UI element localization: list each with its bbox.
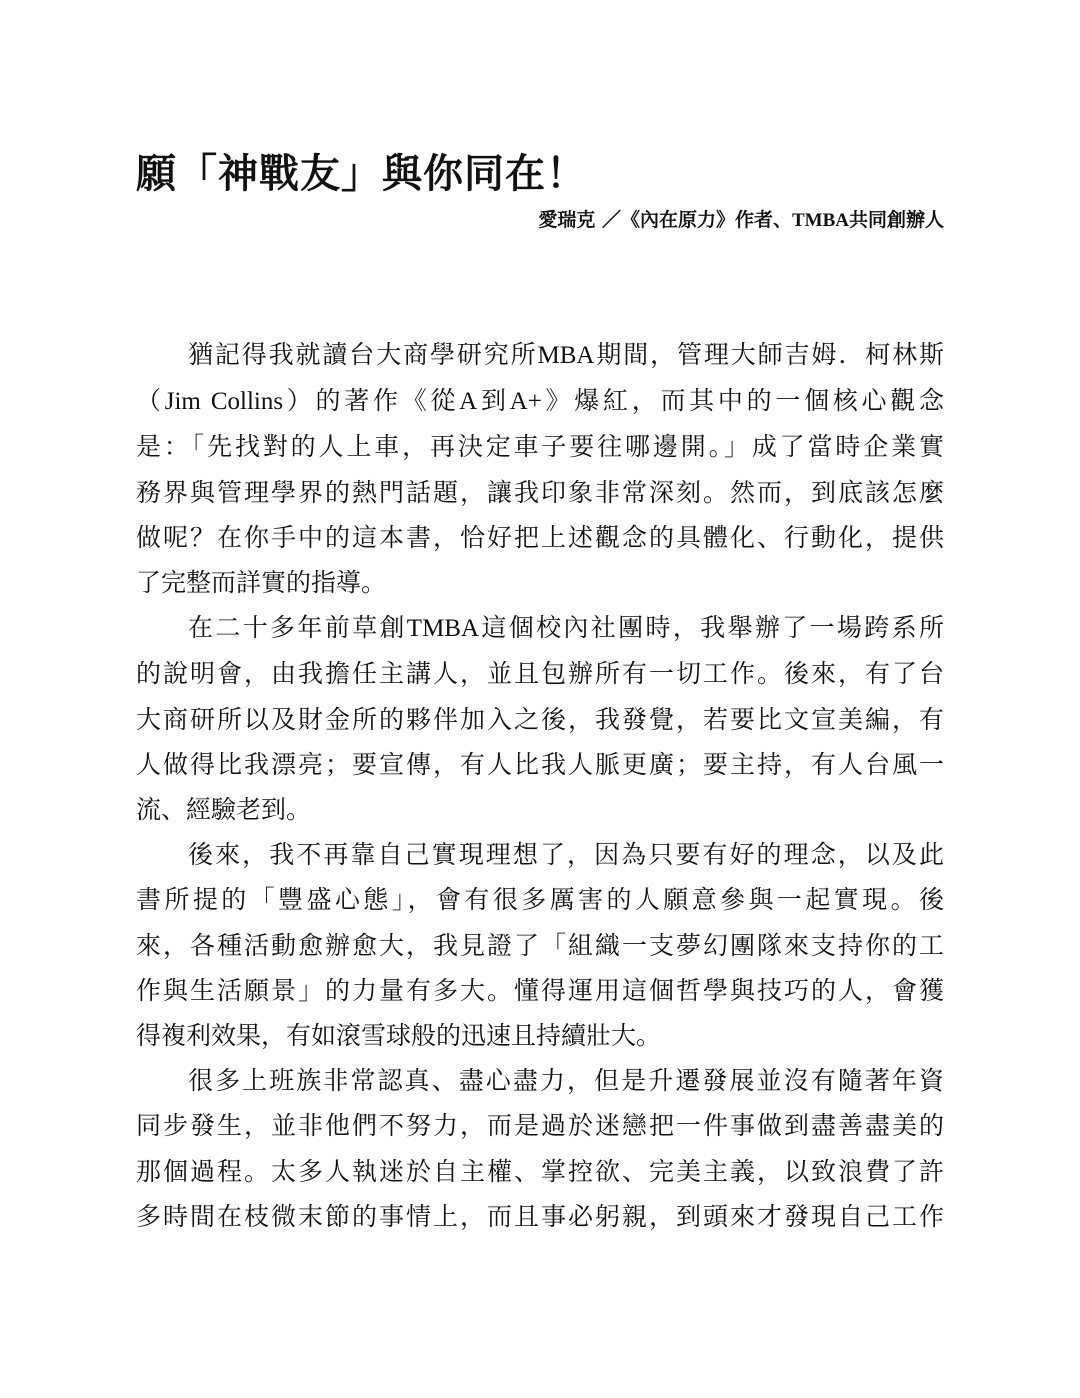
text-line: 得複利效果，有如滾雪球般的迅速且持續壯大。	[136, 1021, 662, 1051]
text-line: 猶記得我就讀台大商學研究所MBA期間，管理大師吉姆．柯林斯	[188, 340, 944, 369]
text-line: 務界與管理學界的熱門話題，讓我印象非常深刻。然而，到底該怎麼	[136, 477, 944, 507]
body-text	[136, 332, 944, 1239]
text-line: 了完整而詳實的指導。	[136, 568, 387, 598]
paragraph-3	[136, 832, 944, 1058]
latin-text-run: MBA	[537, 342, 595, 369]
text-line: 在二十多年前草創TMBA這個校內社團時，我舉辦了一場跨系所	[188, 613, 944, 643]
latin-text-run: Jim Collins	[164, 388, 284, 416]
paragraph-2	[136, 605, 944, 832]
text-line: 書所提的「豐盛心態」，會有很多厲害的人願意參與一起實現。後	[136, 885, 944, 915]
latin-text-run: TMBA	[406, 615, 480, 643]
page-title: 願「神戰友」與你同在！	[136, 151, 587, 197]
text-line: 大商研所以及財金所的夥伴加入之後，我發覺，若要比文宣美編，有	[136, 704, 944, 734]
latin-text-run: TMBA	[791, 210, 849, 231]
text-line: 那個過程。太多人執迷於自主權、掌控欲、完美主義，以致浪費了許	[136, 1156, 944, 1186]
text-line: 的說明會，由我擔任主講人，並且包辦所有一切工作。後來，有了台	[136, 659, 944, 689]
paragraph-4	[136, 1058, 944, 1239]
text-line: 很多上班族非常認真、盡心盡力，但是升遷發展並沒有隨著年資	[188, 1066, 944, 1096]
latin-text-run: A	[459, 388, 478, 416]
author-byline: 愛瑞克 ／《內在原力》作者、TMBA共同創辦人	[538, 209, 944, 231]
text-line: （Jim Collins）的著作《從A到A+》爆紅，而其中的一個核心觀念	[136, 386, 944, 416]
text-line: 來，各種活動愈辦愈大，我見證了「組織一支夢幻團隊來支持你的工	[136, 930, 944, 960]
text-line: 作與生活願景」的力量有多大。懂得運用這個哲學與技巧的人，會獲	[136, 975, 944, 1005]
paragraph-1	[136, 332, 944, 605]
text-line: 流、經驗老到。	[136, 795, 312, 825]
text-line: 是：「先找對的人上車，再決定車子要往哪邊開。」成了當時企業實	[136, 432, 944, 462]
text-line: 多時間在枝微末節的事情上，而且事必躬親，到頭來才發現自己工作	[136, 1201, 944, 1231]
text-line: 人做得比我漂亮；要宣傳，有人比我人脈更廣；要主持，有人台風一	[136, 749, 944, 779]
text-line: 做呢？在你手中的這本書，恰好把上述觀念的具體化、行動化，提供	[136, 522, 944, 552]
latin-text-run: A+	[509, 388, 542, 416]
text-line: 後來，我不再靠自己實現理想了，因為只要有好的理念，以及此	[188, 840, 944, 870]
text-line: 同步發生，並非他們不努力，而是過於迷戀把一件事做到盡善盡美的	[136, 1111, 944, 1141]
